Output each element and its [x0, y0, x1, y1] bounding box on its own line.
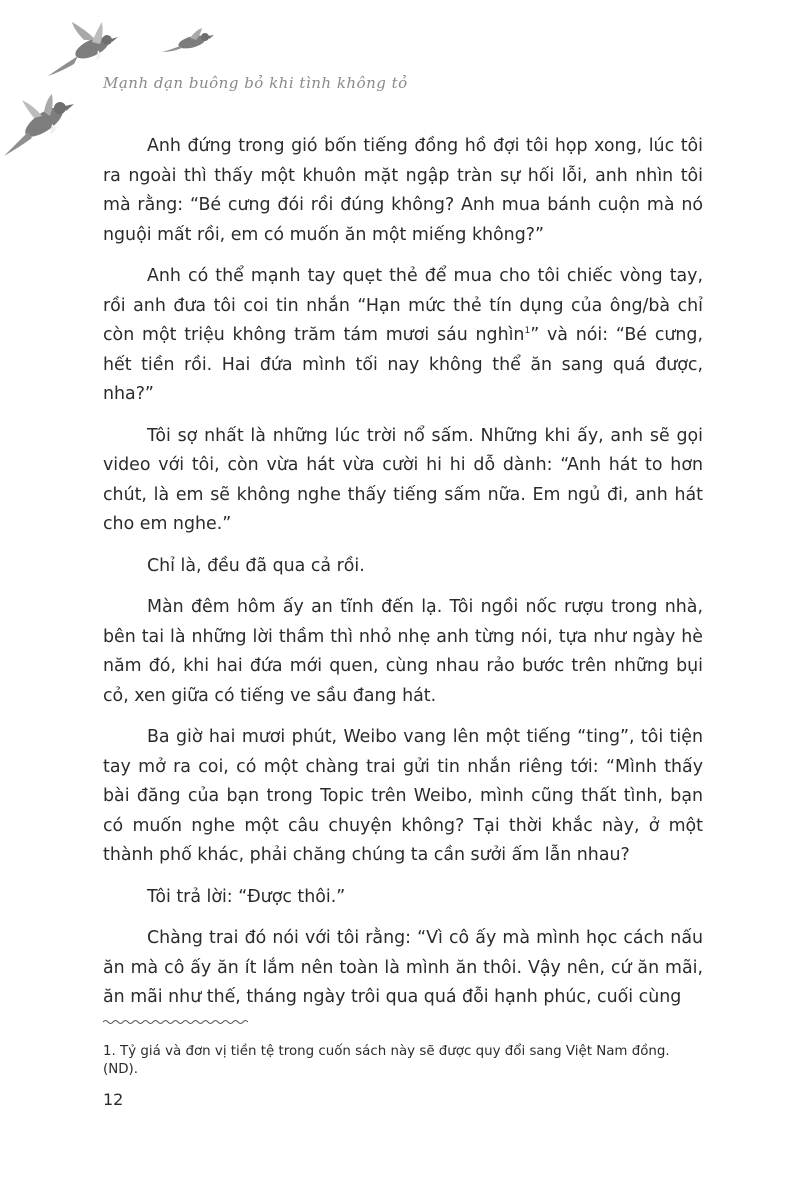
- paragraph: Tôi trả lời: “Được thôi.”: [147, 886, 346, 907]
- footnote: 1. Tỷ giá và đơn vị tiền tệ trong cuốn sách này sẽ được quy đổi sang Việt Nam đồng. (ND).: [103, 1044, 670, 1077]
- running-header-title: Mạnh dạn buông bỏ khi tình không tỏ: [103, 74, 408, 92]
- bird-icon: [4, 94, 74, 156]
- paragraph: [103, 262, 703, 410]
- footnote-divider: [103, 1018, 248, 1026]
- footnote-reference: 1: [524, 326, 531, 337]
- paragraph-text-part: ” và nói: “Bé cưng, hết tiền rồi. Hai đứa mình tối nay không thể ăn sang quá được, nha?”: [103, 325, 703, 404]
- bird-icon: [162, 28, 214, 52]
- paragraph-text-part: Anh có thể mạnh tay quẹt thẻ để mua cho tôi chiếc vòng tay, rồi anh đưa tôi coi tin nhắn “Hạn mức thẻ tín dụng của ông/bà chỉ còn một triệu không trăm tám mươi sáu nghìn: [103, 266, 703, 345]
- paragraph: Màn đêm hôm ấy an tĩnh đến lạ. Tôi ngồi nốc rượu trong nhà, bên tai là những lời thầm thì nhỏ nhẹ anh từng nói, tựa như ngày hè năm đó, khi hai đứa mới quen, cùng nhau rảo bước trên những bụi cỏ, xen giữa có tiếng ve sầu đang hát.: [103, 597, 703, 706]
- page-number: 12: [103, 1090, 124, 1109]
- chapter-body-text: [103, 132, 703, 1025]
- paragraph: Chỉ là, đều đã qua cả rồi.: [147, 555, 365, 576]
- bird-icon: [48, 22, 118, 76]
- paragraph: Tôi sợ nhất là những lúc trời nổ sấm. Những khi ấy, anh sẽ gọi video với tôi, còn vừa hát vừa cười hi hi dỗ dành: “Anh hát to hơn chút, là em sẽ không nghe thấy tiếng sấm nữa. Em ngủ đi, anh hát cho em nghe.”: [103, 425, 703, 534]
- paragraph: Anh đứng trong gió bốn tiếng đồng hồ đợi tôi họp xong, lúc tôi ra ngoài thì thấy một khuôn mặt ngập tràn sự hối lỗi, anh nhìn tôi mà rằng: “Bé cưng đói rồi đúng không? Anh mua bánh cuộn mà nó nguội mất rồi, em có muốn ăn một miếng không?”: [103, 136, 703, 245]
- paragraph: Chàng trai đó nói với tôi rằng: “Vì cô ấy mà mình học cách nấu ăn mà cô ấy ăn ít lắm nên toàn là mình ăn thôi. Vậy nên, cứ ăn mãi, ăn mãi như thế, tháng ngày trôi qua quá đỗi hạnh phúc, cuối cùng: [103, 928, 703, 1007]
- paragraph: Ba giờ hai mươi phút, Weibo vang lên một tiếng “ting”, tôi tiện tay mở ra coi, có một chàng trai gửi tin nhắn riêng tới: “Mình thấy bài đăng của bạn trong Topic trên Weibo, mình cũng thất tình, bạn có muốn nghe một câu chuyện không? Tại thời khắc này, ở một thành phố khác, phải chăng chúng ta cần sưởi ấm lẫn nhau?: [103, 727, 703, 865]
